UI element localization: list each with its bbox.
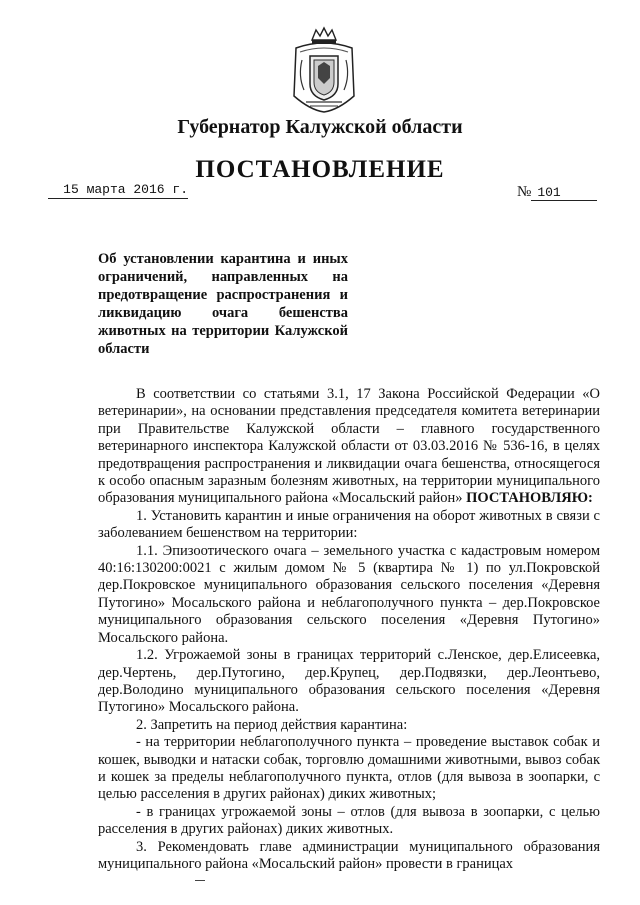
intro-paragraph [98,386,600,508]
intro-text: В соответствии со статьями 3.1, 17 Закона Российской Федерации «О ветеринарии», на основании представления председателя комитета ветеринарии при Правительстве Калужской области – главного государственного ветеринарного инспектора Калужской области от 03.03.2016 № 536-16, в целях предотвращения распространения и ликвидации очага бешенства, относящегося к особо опасным заразным болезням животных, на территории муниципального образования муниципального района «Мосальский район» [98,386,600,507]
clause-2-item-b: - в границах угрожаемой зоны – отлов (для вывоза в зоопарки, с целью расселения в других районах) диких животных. [98,803,600,838]
clause-2: 2. Запретить на период действия карантина: [136,716,408,733]
clause-3: 3. Рекомендовать главе администрации муниципального образования муниципального района «Мосальский район» провести в границах [98,838,600,872]
document-number: 101 [531,185,597,201]
number-sign: № [517,184,532,200]
decree-word: ПОСТАНОВЛЯЮ: [466,490,593,507]
clause-1: 1. Установить карантин и иные ограничения на оборот животных в связи с заболеванием бешенством на территории: [98,507,600,542]
page-mark [195,880,205,881]
document-body [98,386,600,873]
document-subject: Об установлении карантина и иных ограничений, направленных на предотвращение распространения и ликвидацию очага бешенства животных на территории Калужской области [98,251,348,357]
document-date: 15 марта 2016 г. [48,182,188,199]
clause-1-2: 1.2. Угрожаемой зоны в границах территорий с.Ленское, дер.Елисеевка, дер.Чертень, дер.Путогино, дер.Крупец, дер.Подвязки, дер.Леонтьево, дер.Володино муниципального образования сельского поселения «Деревня Путогино» Мосальского района. [98,647,600,716]
clause-2-item-a: - на территории неблагополучного пункта – проведение выставок собак и кошек, выводки и натаски собак, торговлю домашними животными, вывоз собак и кошек за пределы неблагополучного пункта, отлов (для вывоза в зоопарки, с целью расселения в других районах) диких животных; [98,734,600,803]
clause-1-1: 1.1. Эпизоотического очага – земельного участка с кадастровым номером 40:16:130200:0021 с жилым домом № 5 (квартира № 1) по ул.Покровской дер.Покровское муниципального образования сельского поселения «Деревня Путогино» Мосальского района и неблагополучного пункта – дер.Покровское муниципального образования сельского поселения «Деревня Путогино» Мосальского района. [98,542,600,646]
coat-of-arms-emblem [288,26,360,114]
governor-heading: Губернатор Калужской области [177,116,463,138]
document-type-title: ПОСТАНОВЛЕНИЕ [195,156,445,183]
document-number-block [517,184,597,201]
